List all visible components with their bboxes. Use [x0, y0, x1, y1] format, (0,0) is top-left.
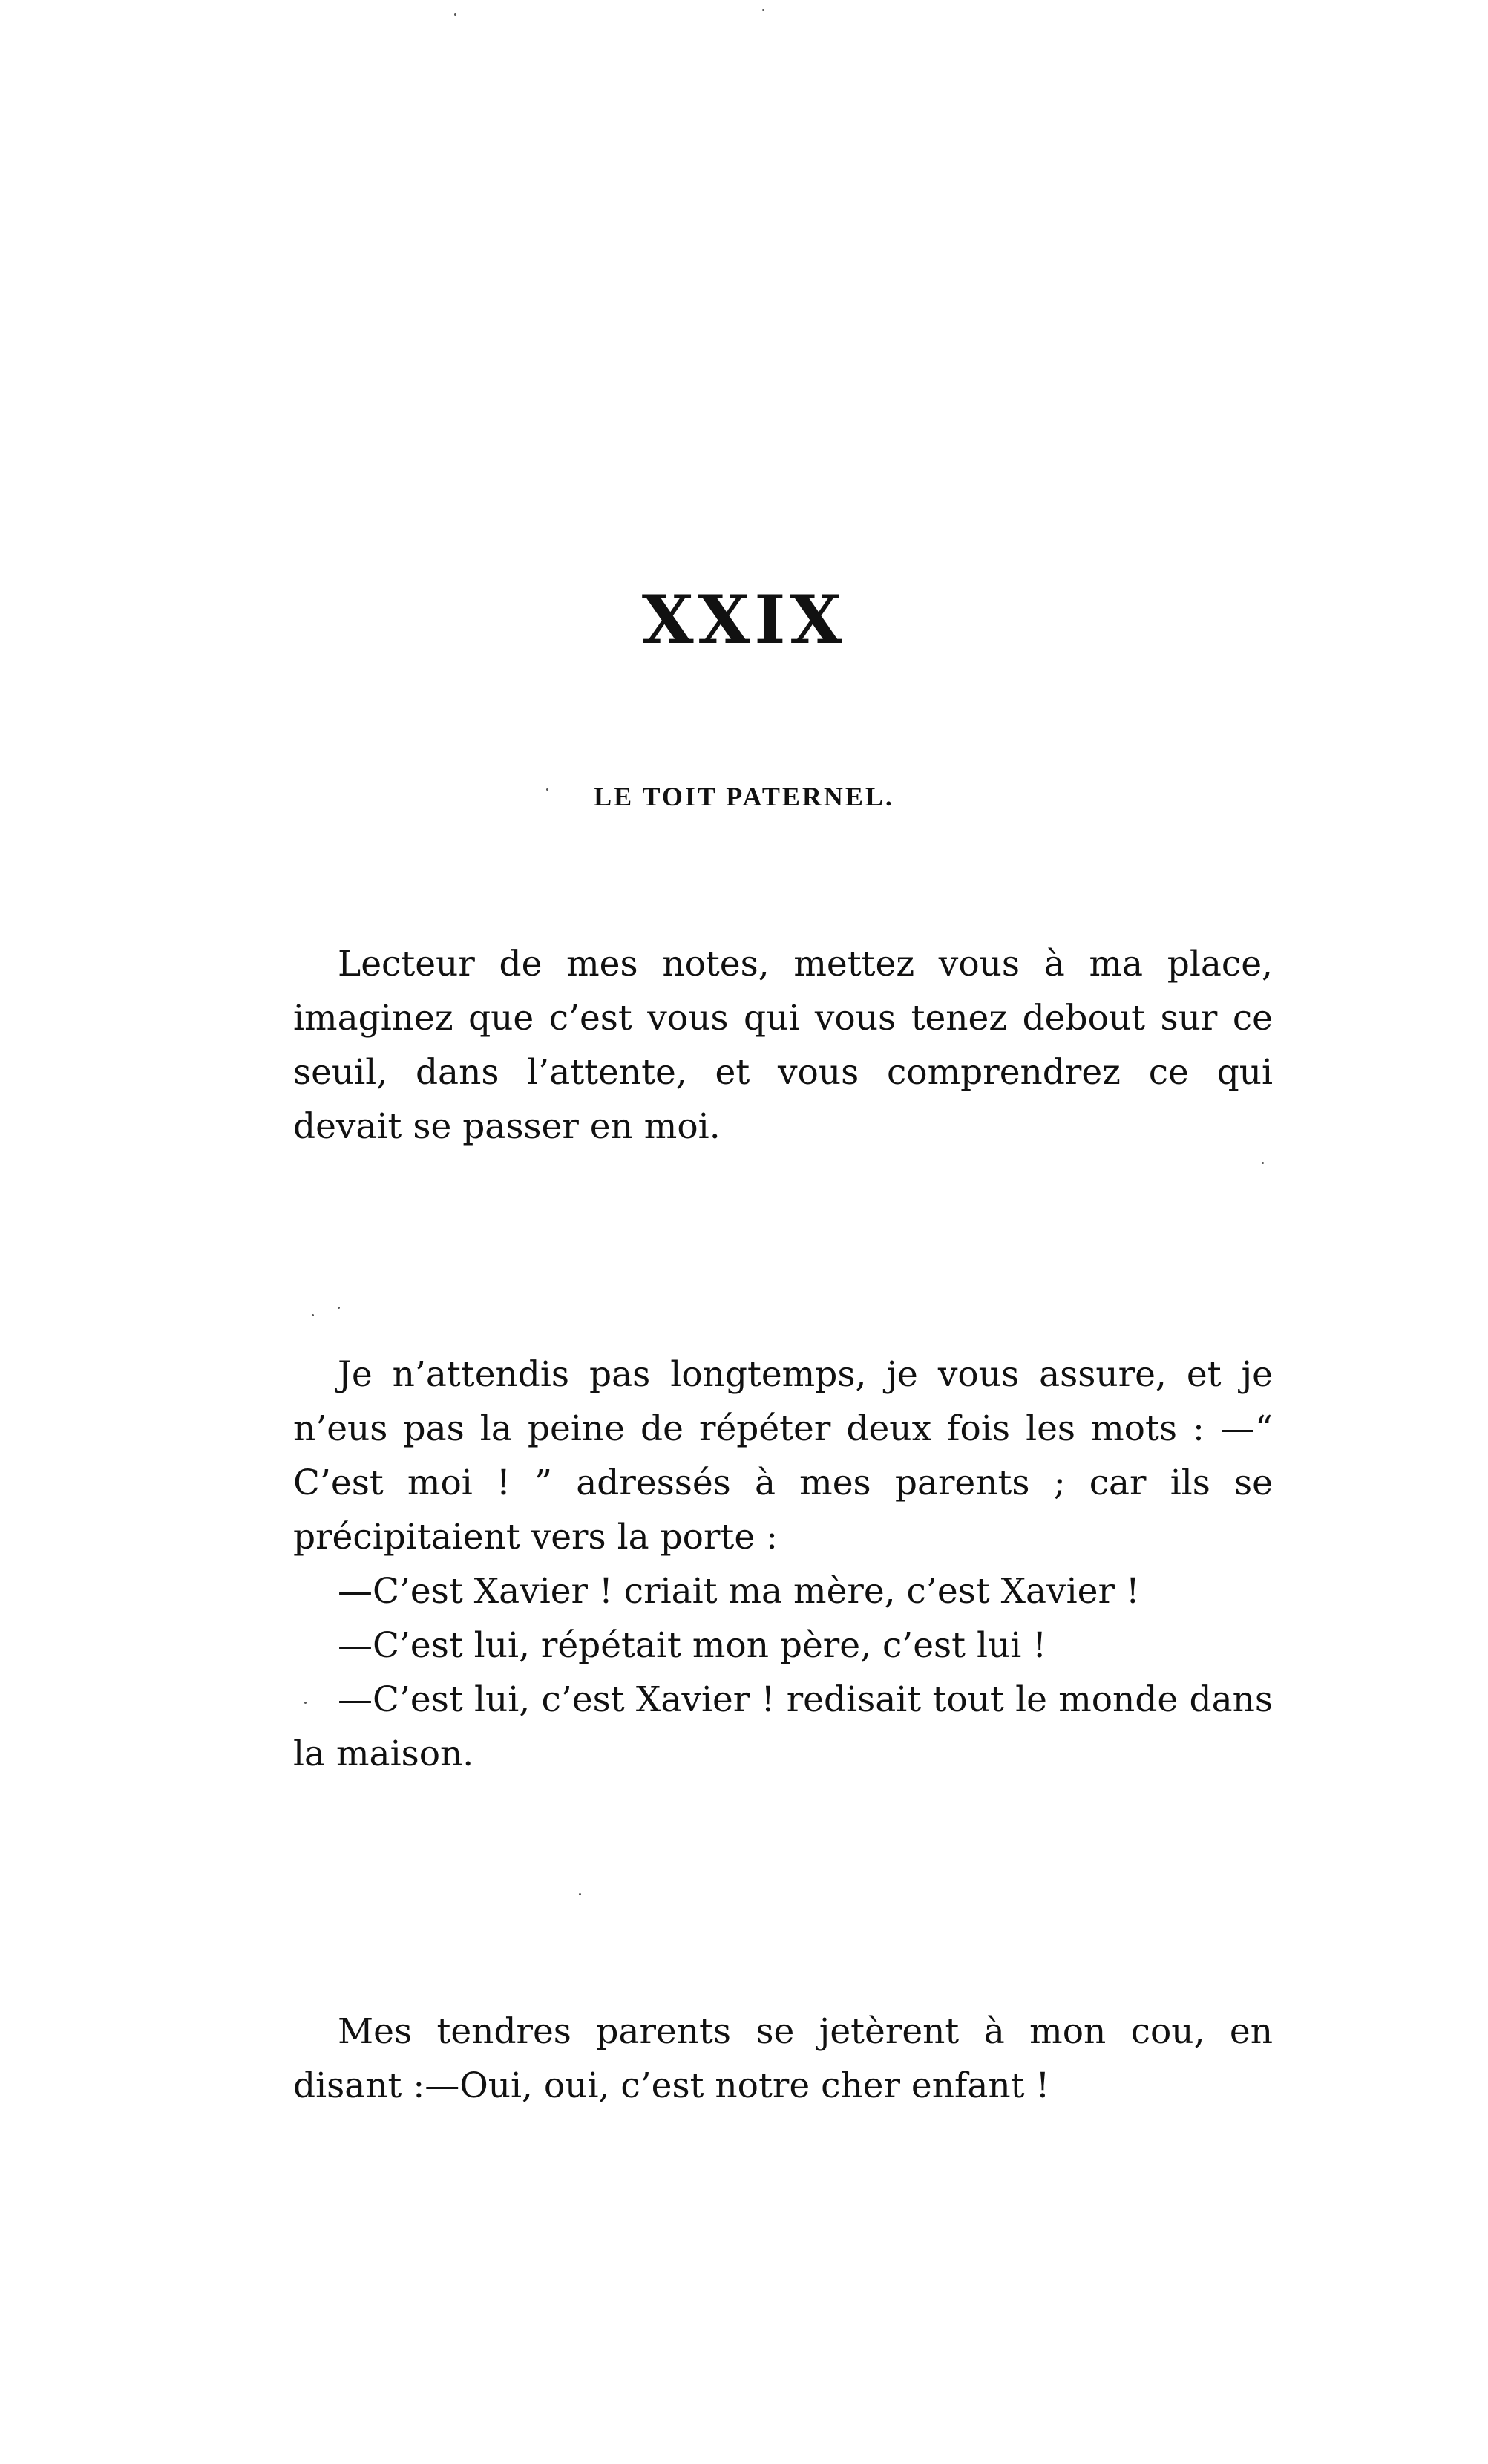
scan-speck [1262, 1162, 1264, 1164]
scan-speck [312, 1314, 314, 1316]
dialogue-line: —C’est lui, répétait mon père, c’est lui ! [338, 1625, 1047, 1666]
paragraph: Je n’attendis pas longtemps, je vous assure, et je n’eus pas la peine de répéter deux fois les mots : —“ C’est moi ! ” adressés à mes parents ; car ils se précipitaient vers la porte : [293, 1354, 1273, 1558]
paragraph-block-3 [293, 2004, 1273, 2113]
paragraph-block-1 [293, 937, 1273, 1154]
scan-speck [579, 1893, 581, 1895]
paragraph: Mes tendres parents se jetèrent à mon cou, en disant :—Oui, oui, c’est notre cher enfant ! [293, 2011, 1273, 2106]
scan-speck [338, 1307, 340, 1309]
scan-speck [304, 1702, 307, 1704]
chapter-number: XXIX [641, 581, 847, 659]
chapter-title: LE TOIT PATERNEL. [594, 782, 894, 811]
scan-speck [546, 788, 548, 791]
dialogue-line: —C’est lui, c’est Xavier ! redisait tout le monde dans la maison. [293, 1679, 1273, 1774]
scan-speck [762, 9, 764, 11]
scan-speck [454, 13, 456, 16]
paragraph: Lecteur de mes notes, mettez vous à ma place, imaginez que c’est vous qui vous tenez debout sur ce seuil, dans l’attente, et vous comprendrez ce qui devait se passer en moi. [293, 944, 1273, 1147]
paragraph-block-2 [293, 1347, 1273, 1781]
dialogue-line: —C’est Xavier ! criait ma mère, c’est Xavier ! [338, 1571, 1140, 1612]
